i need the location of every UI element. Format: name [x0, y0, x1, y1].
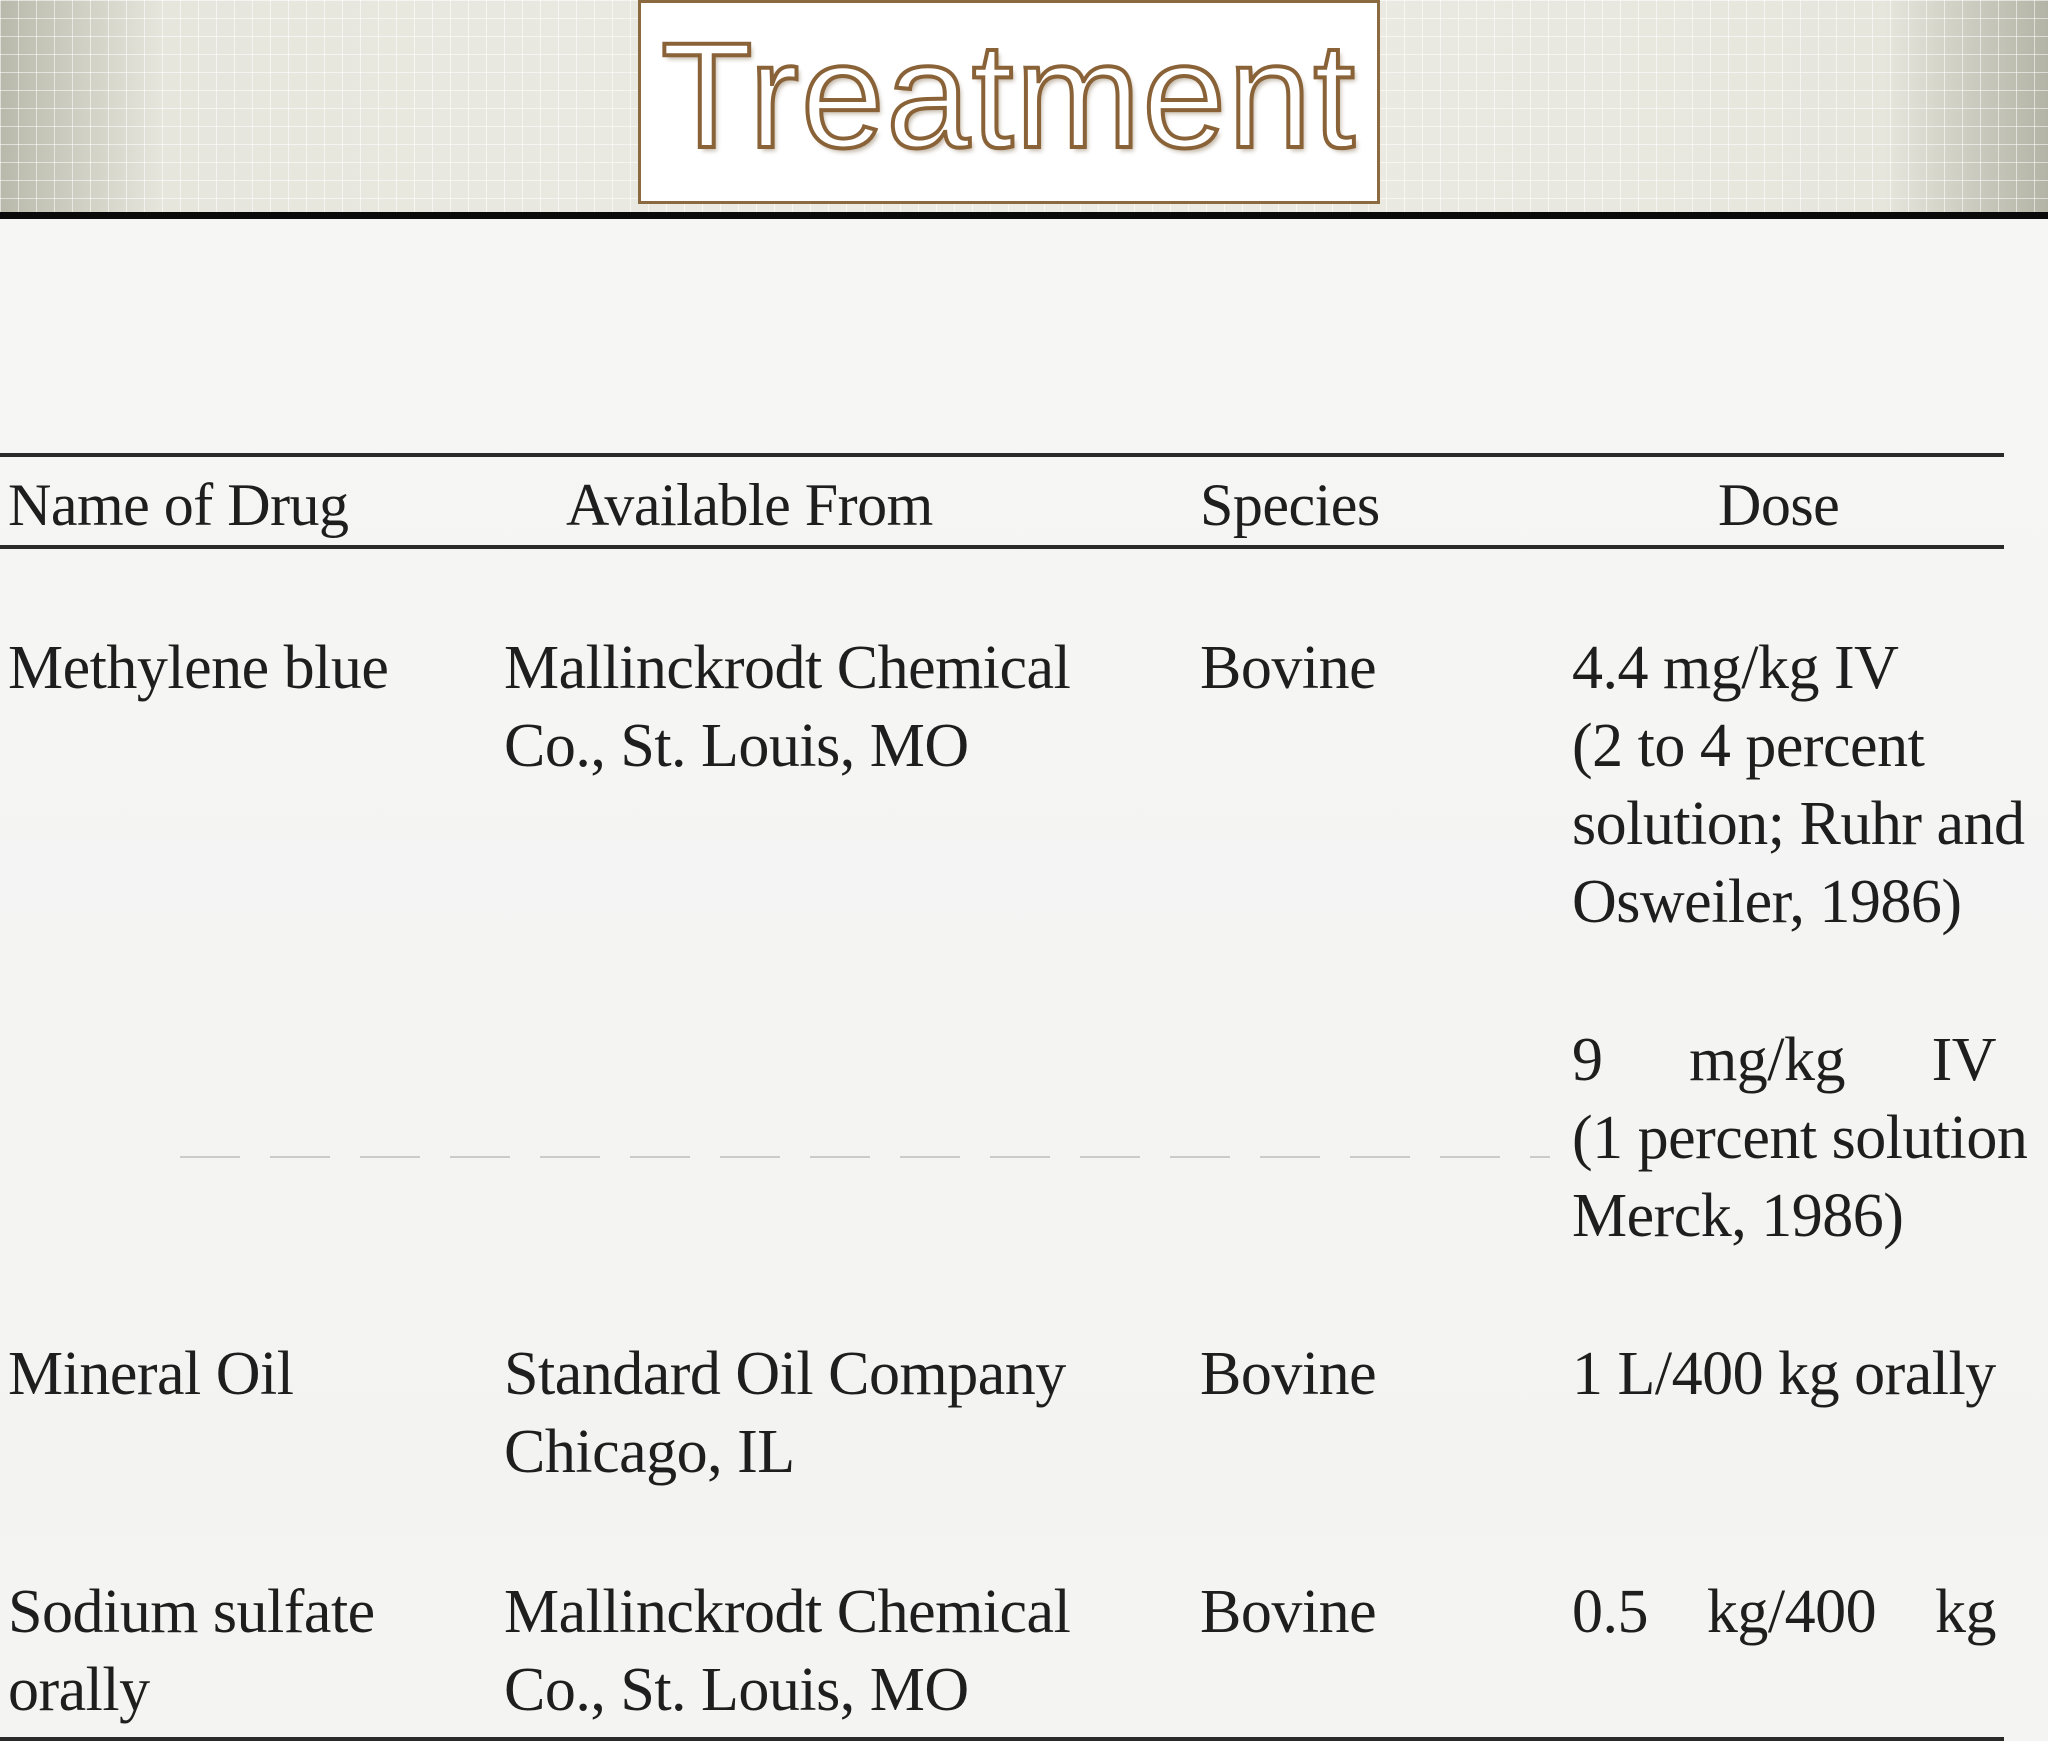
row2-dose — [1572, 1335, 1996, 1413]
row1-dose-alt-unit: mg/kg — [1689, 1026, 1846, 1094]
slide-title: Treatment — [660, 11, 1357, 179]
row1-dose-line-2: (2 to 4 percent — [1572, 712, 1925, 780]
row1-dose-alt-line-2: (1 percent solution — [1572, 1104, 2028, 1172]
row1-dose-alt — [1572, 1021, 2027, 1255]
row1-dose-alt-line-3: Merck, 1986) — [1572, 1182, 1904, 1250]
scanned-table — [0, 219, 2048, 1724]
header-divider — [0, 212, 2048, 219]
title-box — [638, 0, 1380, 204]
row3-dose-amount: 0.5 — [1572, 1578, 1648, 1646]
row1-dose-alt-line-1 — [1572, 1021, 1996, 1099]
row2-species: Bovine — [1200, 1340, 1377, 1408]
row2-drug-name-line: Mineral Oil — [8, 1340, 294, 1408]
table-top-rule — [0, 453, 2004, 457]
row1-dose-line-1: 4.4 mg/kg IV — [1572, 634, 1899, 702]
row1-drug-name-line: Methylene blue — [8, 634, 389, 702]
row2-available-line-1: Standard Oil Company — [504, 1340, 1066, 1408]
row1-dose-alt-value: 9 — [1572, 1026, 1603, 1094]
row2-available-line-2: Chicago, IL — [504, 1418, 795, 1486]
row1-drug-name — [8, 629, 388, 707]
row2-available-from — [504, 1335, 1066, 1491]
row3-drug-name-line-1: Sodium sulfate — [8, 1578, 375, 1646]
row3-available-from — [504, 1573, 1070, 1729]
row3-species: Bovine — [1200, 1578, 1377, 1646]
row3-available-line-1: Mallinckrodt Chemical — [504, 1578, 1071, 1646]
row3-available-line-2: Co., St. Louis, MO — [504, 1656, 969, 1724]
row1-dose-alt-route: IV — [1931, 1026, 1996, 1094]
row1-available-line-1: Mallinckrodt Chemical — [504, 634, 1071, 702]
row1-dose — [1572, 629, 2025, 941]
row1-species: Bovine — [1200, 634, 1377, 702]
table-header-rule — [0, 545, 2004, 549]
row3-dose-line-1 — [1572, 1573, 1996, 1651]
header-available-from: Available From — [566, 472, 933, 538]
row3-dose-per: kg/400 — [1706, 1578, 1877, 1646]
row3-drug-name-line-2: orally — [8, 1656, 150, 1724]
header-name-of-drug: Name of Drug — [8, 472, 349, 538]
row1-dose-line-3: solution; Ruhr and — [1572, 790, 2025, 858]
row1-available-line-2: Co., St. Louis, MO — [504, 712, 969, 780]
row1-available-from — [504, 629, 1070, 785]
header-species: Species — [1200, 472, 1380, 538]
scan-artifact-line — [180, 1156, 1550, 1158]
row3-dose-unit: kg — [1934, 1578, 1996, 1646]
table-bottom-rule — [0, 1737, 2004, 1741]
row3-drug-name — [8, 1573, 375, 1729]
row3-dose — [1572, 1573, 1996, 1651]
row2-dose-line-1: 1 L/400 kg orally — [1572, 1340, 1996, 1408]
header-dose: Dose — [1718, 472, 1840, 538]
row2-drug-name — [8, 1335, 294, 1413]
row1-dose-line-4: Osweiler, 1986) — [1572, 868, 1962, 936]
